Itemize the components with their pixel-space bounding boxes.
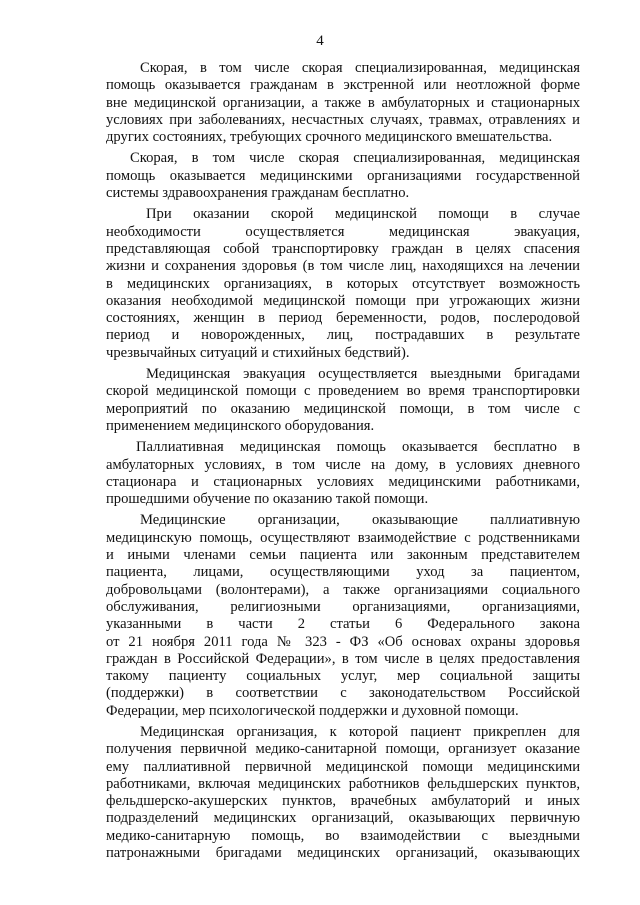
- text-line: фельдшерско-акушерских пунктов, врачебных амбулаторий и иных: [106, 793, 580, 810]
- text-line: помощь оказывается медицинскими организациями государственной: [106, 167, 580, 184]
- text-line: такому пациенту социальных услуг, мер социальной защиты: [106, 668, 580, 685]
- paragraph-ambulance-care: [106, 60, 580, 146]
- text-line: Медицинские организации, оказывающие паллиативную: [140, 512, 580, 529]
- text-line: граждан в Российской Федерации», в том числе в целях предоставления: [106, 650, 580, 667]
- text-line: состояниях, женщин в период беременности, родов, послеродовой: [106, 310, 580, 327]
- text-line: При оказании скорой медицинской помощи в случае: [146, 206, 580, 223]
- text-line: получения первичной медико-санитарной помощи, организует оказание: [106, 741, 580, 758]
- text-line: применением медицинского оборудования.: [106, 417, 375, 434]
- document-body: [106, 60, 580, 862]
- text-line: жизни и сохранения здоровья (в том числе лиц, находящихся на лечении: [106, 258, 580, 275]
- text-line: вне медицинской организации, а также в амбулаторных и стационарных: [106, 94, 580, 111]
- page-number: 4: [316, 33, 324, 49]
- text-line: мероприятий по оказанию медицинской помощи, в том числе с: [106, 400, 580, 417]
- text-line: прошедшими обучение по оказанию такой помощи.: [106, 491, 429, 508]
- paragraph-ambulance-free: [106, 150, 580, 202]
- text-line: скорой медицинской помощи с проведением во время транспортировки: [106, 383, 580, 400]
- paragraph-palliative-organizations: [106, 512, 580, 720]
- text-line: работниками, включая медицинских работников фельдшерских пунктов,: [106, 775, 580, 792]
- text-line: (поддержки) в соответствии с законодательством Российской: [106, 685, 580, 702]
- text-line: от 21 ноября 2011 года № 323 - ФЗ «Об основах охраны здоровья: [106, 633, 580, 650]
- text-line: Медицинская организация, к которой пациент прикреплен для: [140, 723, 580, 740]
- text-line: патронажными бригадами медицинских организаций, оказывающих: [106, 845, 580, 862]
- text-line: других состояниях, требующих срочного медицинского вмешательства.: [106, 129, 553, 146]
- text-line: медико-санитарную помощь, во взаимодействии с выездными: [106, 827, 580, 844]
- text-line: условиях при заболеваниях, несчастных случаях, травмах, отравлениях и: [106, 111, 580, 128]
- text-line: необходимости осуществляется медицинская эвакуация,: [106, 223, 580, 240]
- text-line: оказания необходимой медицинской помощи при угрожающих жизни: [106, 292, 580, 309]
- text-line: ему паллиативной первичной медицинской помощи медицинскими: [106, 758, 580, 775]
- paragraph-medical-evacuation: [106, 206, 580, 362]
- text-line: системы здравоохранения гражданам бесплатно.: [106, 185, 410, 202]
- text-line: указанными в части 2 статьи 6 Федерального закона: [106, 616, 580, 633]
- text-line: чрезвычайных ситуаций и стихийных бедствий).: [106, 344, 410, 361]
- text-line: Скорая, в том числе скорая специализированная, медицинская: [130, 150, 580, 167]
- text-line: подразделений медицинских организаций, оказывающих первичную: [106, 810, 580, 827]
- text-line: в медицинских организациях, в которых отсутствует возможность: [106, 275, 580, 292]
- text-line: амбулаторных условиях, в том числе на дому, в условиях дневного: [106, 456, 580, 473]
- text-line: Скорая, в том числе скорая специализированная, медицинская: [140, 60, 580, 76]
- text-line: Медицинская эвакуация осуществляется выездными бригадами: [146, 366, 580, 383]
- text-line: Паллиативная медицинская помощь оказывается бесплатно в: [136, 439, 580, 456]
- text-line: Федерации, мер психологической поддержки и духовной помощи.: [106, 702, 519, 719]
- paragraph-palliative-care: [106, 439, 580, 508]
- text-line: и иными членами семьи пациента или законным представителем: [106, 547, 580, 564]
- text-line: стационара и стационарных условиях медицинскими работниками,: [106, 473, 580, 490]
- text-line: помощь оказывается гражданам в экстренной или неотложной форме: [106, 77, 580, 94]
- text-line: пациента, лицами, осуществляющими уход за пациентом,: [106, 564, 580, 581]
- text-line: период и новорожденных, лиц, пострадавших в результате: [106, 327, 580, 344]
- text-line: добровольцами (волонтерами), а также организациями социального: [106, 581, 580, 598]
- paragraph-primary-palliative-care: [106, 724, 580, 862]
- text-line: медицинскую помощь, осуществляют взаимодействие с родственниками: [106, 529, 580, 546]
- text-line: представляющая собой транспортировку граждан в целях спасения: [106, 240, 580, 257]
- text-line: обслуживания, религиозными организациями, организациями,: [106, 598, 580, 615]
- paragraph-evacuation-brigades: [106, 366, 580, 435]
